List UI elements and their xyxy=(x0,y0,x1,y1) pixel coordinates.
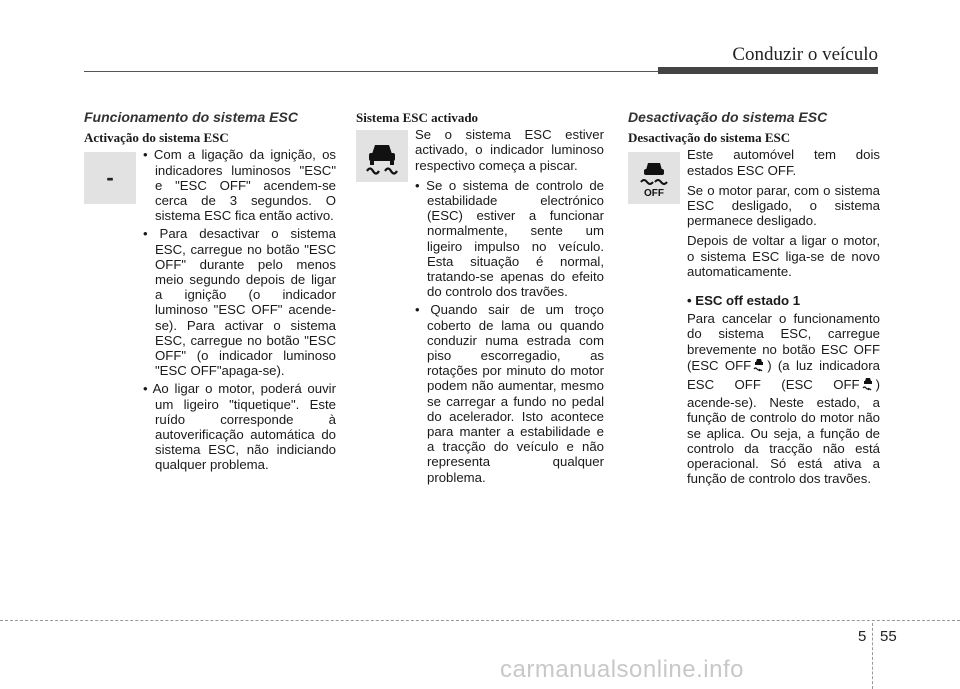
watermark: carmanualsonline.info xyxy=(500,656,744,683)
section-title: Funcionamento do sistema ESC xyxy=(84,109,298,125)
page-number: 55 xyxy=(880,628,897,645)
esc-warning-icon: - xyxy=(84,152,136,204)
subheading: Activação do sistema ESC xyxy=(84,130,229,146)
svg-text:OFF: OFF xyxy=(644,188,664,199)
section-title: Desactivação do sistema ESC xyxy=(628,109,828,125)
list-item: • Se o sistema de controlo de estabilidade electrónico (ESC) estiver a funcionar normalmente, sente um ligeiro impulso no veículo. Esta situação é normal, tratando-se apenas do efeito do controlo dos travões. xyxy=(415,178,604,300)
state-description: Para cancelar o funcionamento do sistema ESC, carregue brevemente no botão ESC OFF (ESC OFF ) (a luz indicadora ESC OFF (ESC OFF ) acende-se). Neste estado, a função de controlo do motor não se aplica. Ou seja, a função de controlo da tracção não está operacional. Só está ativa a função de controlo dos travões. xyxy=(687,311,880,487)
header-rule-thick xyxy=(658,67,878,74)
list-item: • Ao ligar o motor, poderá ouvir um ligeiro "tiquetique". Este ruído corresponde à autoverificação automática do sistema ESC, não indiciando qualquer problema. xyxy=(143,381,336,472)
page-divider xyxy=(872,623,873,689)
list-item: • Quando sair de um troço coberto de lama ou quando conduzir numa estrada com piso escorregadio, as rotações por minuto do motor podem não aumentar, mesmo se carregar a fundo no pedal do acelerador. Isto acontece para manter a estabilidade e a tracção do veículo e não representa qualquer problema. xyxy=(415,302,604,484)
state-title: • ESC off estado 1 xyxy=(687,293,880,308)
list-item: • Para desactivar o sistema ESC, carregue no botão "ESC OFF" durante pelo menos meio segundo depois de ligar a ignição (o indicador luminoso "ESC OFF" acende-se). Para activar o sistema ESC, carregue no botão "ESC OFF" (o indicador luminoso "ESC OFF"apaga-se). xyxy=(143,226,336,378)
header-rule xyxy=(84,71,658,72)
paragraph: Se o motor parar, com o sistema ESC desligado, o sistema permanece desligado. xyxy=(687,182,880,229)
esc-off-small-icon xyxy=(861,376,875,395)
column-3 xyxy=(628,110,880,491)
chapter-number: 5 xyxy=(858,628,867,645)
esc-indicator-icon xyxy=(356,130,408,182)
esc-off-icon xyxy=(628,152,680,204)
subheading: Sistema ESC activado xyxy=(356,110,479,125)
footer-rule xyxy=(0,620,960,621)
esc-off-small-icon xyxy=(752,357,766,376)
paragraph: Este automóvel tem dois estados ESC OFF. xyxy=(687,147,880,178)
column-1 xyxy=(84,110,336,476)
paragraph: Depois de voltar a ligar o motor, o sistema ESC liga-se de novo automaticamente. xyxy=(687,233,880,279)
column-2 xyxy=(356,110,604,488)
page-header-title: Conduzir o veículo xyxy=(732,44,878,65)
intro-text: Se o sistema ESC estiver activado, o indicador luminoso respectivo começa a piscar. xyxy=(415,127,604,173)
list-item: • Com a ligação da ignição, os indicadores luminosos "ESC" e "ESC OFF" acendem-se cerca de 3 segundos. O sistema ESC fica então activo. xyxy=(143,147,336,223)
subheading: Desactivação do sistema ESC xyxy=(628,130,791,146)
